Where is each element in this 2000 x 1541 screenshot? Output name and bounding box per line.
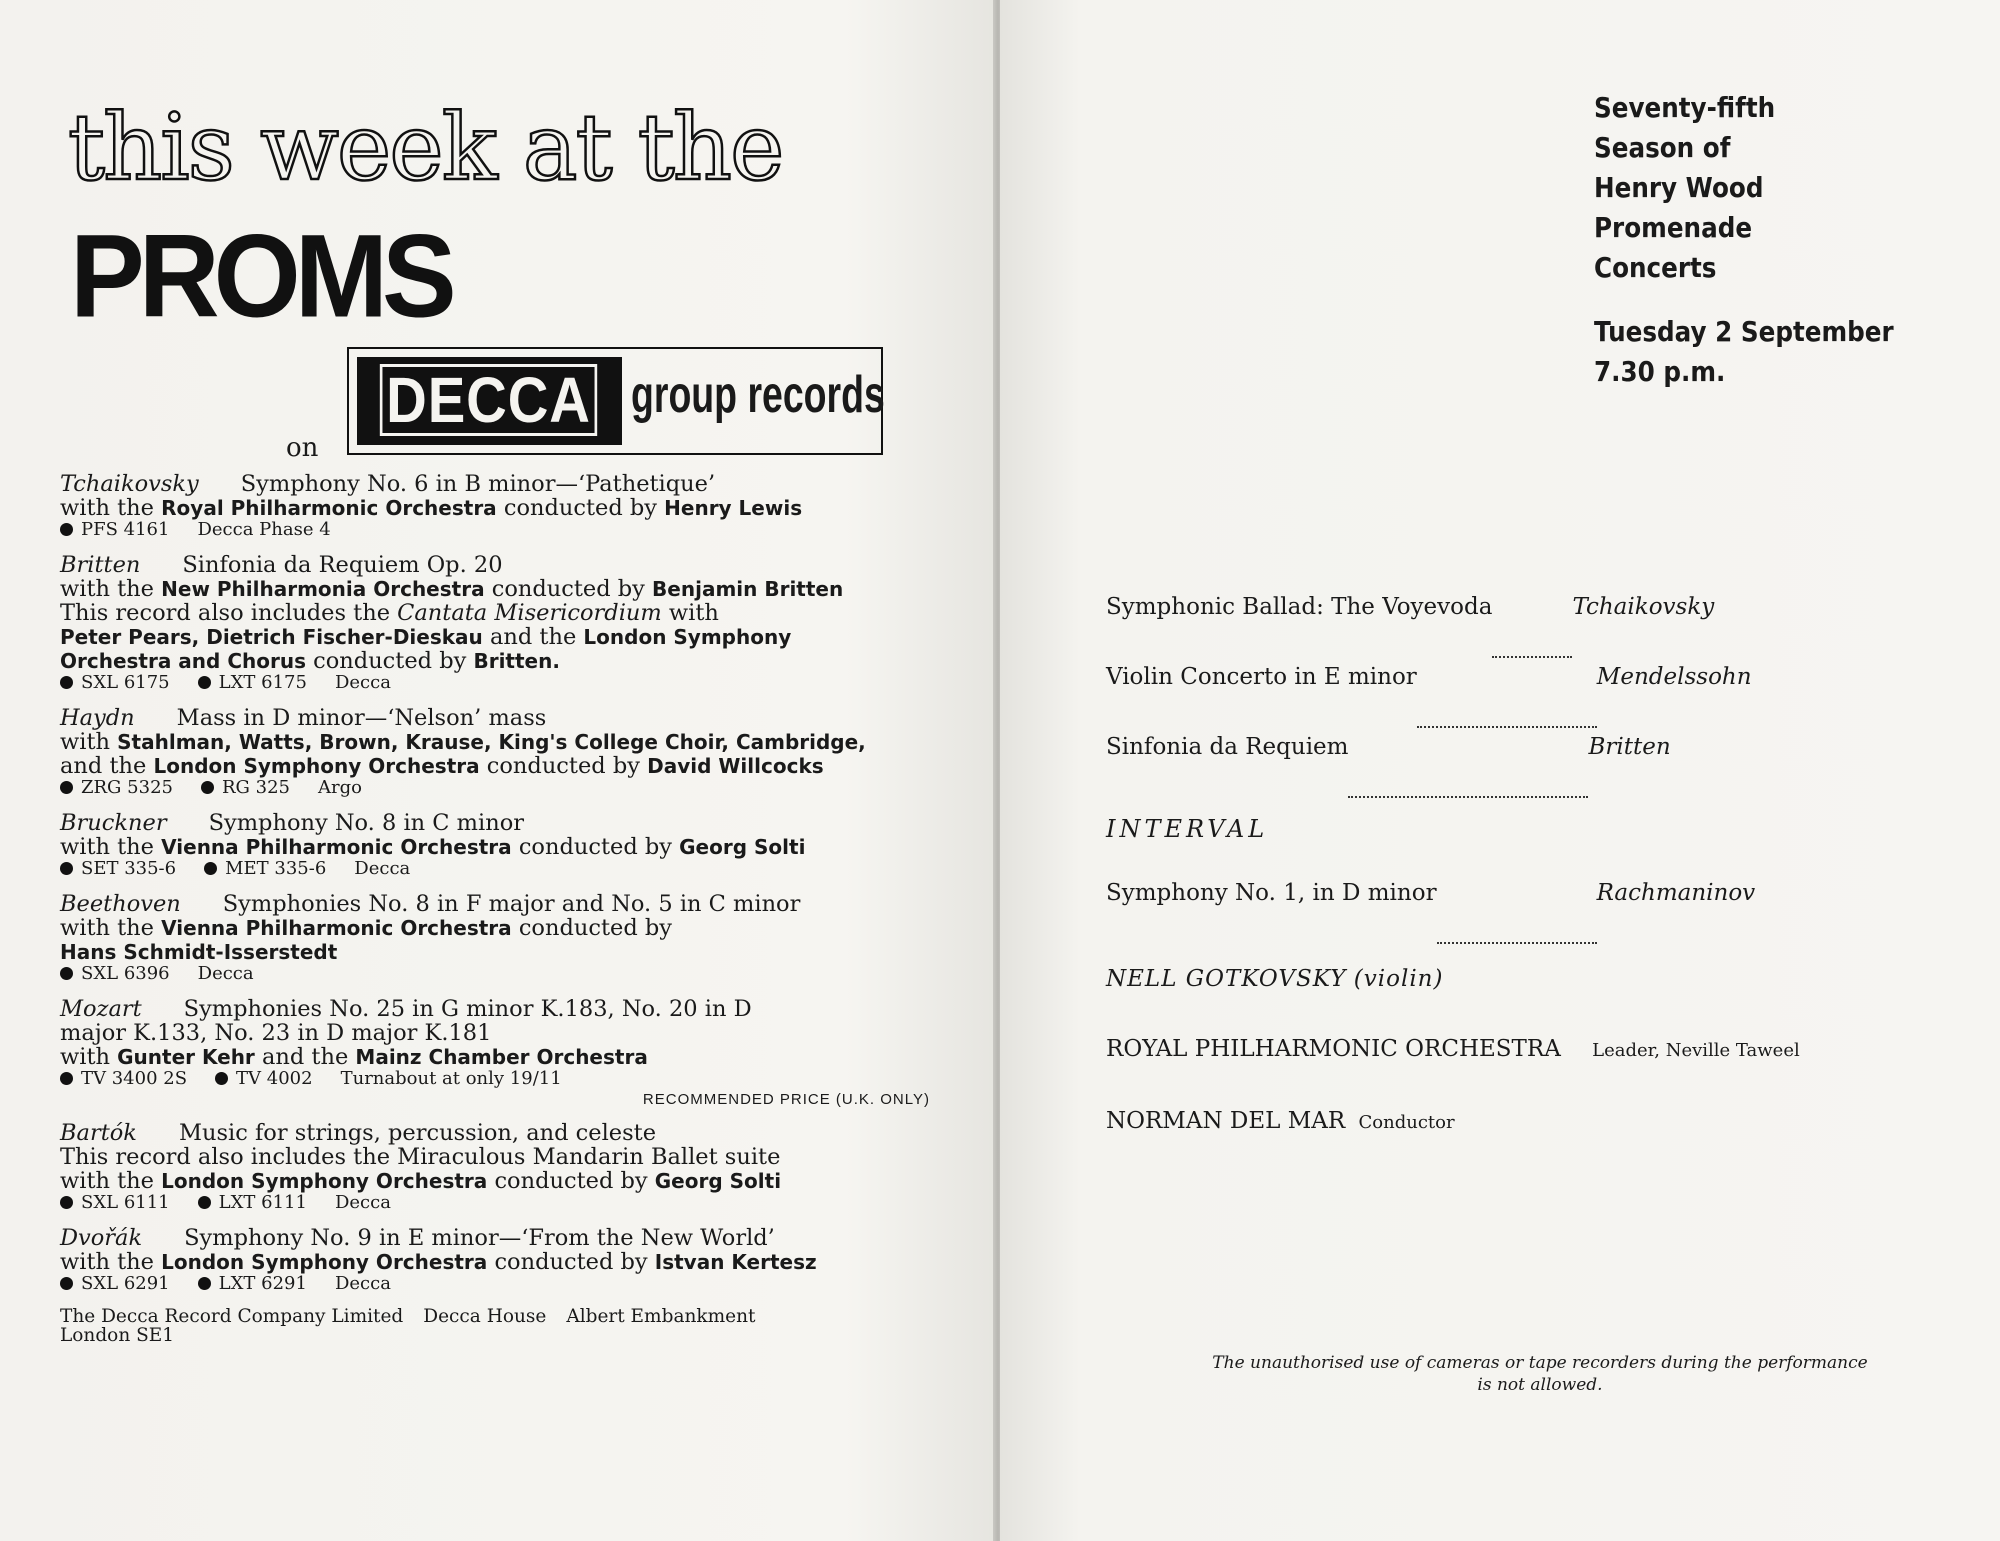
headline-proms: PROMS: [70, 210, 451, 342]
season-line: Season of: [1594, 131, 1731, 164]
record-performers: [60, 1045, 960, 1069]
conductor-name: NORMAN DEL MAR: [1106, 1108, 1346, 1134]
programme-item: [1106, 594, 1886, 664]
record-composer: Bartók: [60, 1120, 137, 1146]
notice-line: is not allowed.: [1477, 1375, 1603, 1395]
performer-name: Stahlman, Watts, Brown, Krause, King's College Choir, Cambridge,: [117, 730, 866, 754]
record-composer: Mozart: [60, 996, 142, 1022]
performer-name: Hans Schmidt-Isserstedt: [60, 940, 338, 964]
catalogue-number: PFS 4161: [60, 519, 169, 540]
record-text: conducted by: [487, 1249, 655, 1275]
record-entry: [60, 553, 960, 693]
record-catalogue: [60, 673, 960, 693]
decca-group-records: group records: [631, 366, 885, 424]
performer-name: London Symphony Orchestra: [153, 754, 480, 778]
address-part: The Decca Record Company Limited: [60, 1306, 404, 1327]
record-composer: Dvořák: [60, 1225, 143, 1251]
record-detail-line: [60, 625, 960, 649]
work-composer: Britten: [1588, 734, 1671, 760]
record-entry: [60, 811, 960, 879]
record-composer: Bruckner: [60, 810, 167, 836]
record-work: Mass in D minor—‘Nelson’ mass: [176, 705, 547, 731]
record-composer: Haydn: [60, 705, 135, 731]
record-catalogue: [60, 778, 960, 798]
dot-leader: [1348, 796, 1588, 798]
on-word: on: [286, 433, 319, 463]
record-text: This record also includes the: [60, 600, 398, 626]
record-performers: [60, 835, 960, 859]
record-heading: [60, 892, 960, 916]
catalogue-number: Decca: [334, 672, 391, 693]
stereo-mono-icon: [198, 676, 211, 689]
record-text: with the: [60, 915, 162, 941]
decca-logo-text: DECCA: [380, 364, 597, 436]
record-detail-line: [60, 649, 960, 673]
stereo-mono-icon: [60, 967, 73, 980]
programme-item: [1106, 734, 1886, 804]
catalogue-number: Decca: [334, 1192, 391, 1213]
record-entry: [60, 997, 960, 1108]
interval-label: INTERVAL: [1106, 815, 1269, 843]
orchestra: [1106, 1036, 1800, 1062]
record-text: conducted by: [511, 915, 672, 941]
record-text: and the: [482, 624, 584, 650]
work-title: Symphonic Ballad: The Voyevoda: [1106, 594, 1493, 620]
catalogue-number: SXL 6291: [60, 1273, 170, 1294]
record-performers: [60, 577, 960, 601]
orchestra-leader: Leader, Neville Taweel: [1592, 1040, 1800, 1061]
catalogue-number: LXT 6291: [198, 1273, 307, 1294]
record-text: with: [60, 1044, 118, 1070]
record-catalogue: [60, 859, 960, 879]
catalogue-number: Argo: [317, 777, 362, 798]
season-line: Seventy-fifth: [1594, 91, 1776, 124]
season-line: Promenade: [1594, 211, 1753, 244]
record-performers: [60, 730, 960, 754]
catalogue-number: MET 335-6: [204, 858, 326, 879]
performer-name: London Symphony Orchestra: [161, 1169, 488, 1193]
record-performers: [60, 916, 960, 940]
record-text: Cantata Misericordium: [397, 600, 662, 626]
programme-list-part2: [1106, 880, 1886, 950]
work-title: Violin Concerto in E minor: [1106, 664, 1417, 690]
catalogue-number: SXL 6396: [60, 963, 170, 984]
performer-name: Peter Pears, Dietrich Fischer-Dieskau: [60, 625, 483, 649]
record-detail-line: [60, 601, 960, 625]
record-catalogue: [60, 1274, 960, 1294]
soloist-role: (violin): [1353, 966, 1444, 992]
performer-name: Georg Solti: [654, 1169, 782, 1193]
address-part: Albert Embankment: [566, 1306, 756, 1327]
record-heading: [60, 472, 960, 496]
record-text: conducted by: [479, 753, 648, 779]
record-performers: [60, 496, 960, 520]
record-work: Symphony No. 9 in E minor—‘From the New World’: [184, 1225, 775, 1251]
performer-name: London Symphony: [583, 625, 792, 649]
catalogue-number: Decca: [197, 963, 254, 984]
decca-advert-box: [347, 347, 883, 455]
stereo-mono-icon: [60, 523, 73, 536]
record-detail-line: [60, 1145, 960, 1169]
catalogue-number: Decca: [354, 858, 411, 879]
company-address: [60, 1307, 960, 1345]
stereo-mono-icon: [60, 862, 73, 875]
work-composer: Rachmaninov: [1596, 880, 1756, 906]
catalogue-number: ZRG 5325: [60, 777, 173, 798]
record-catalogue: [60, 964, 960, 984]
headline-line1: this week at the: [68, 94, 783, 201]
performer-name: London Symphony Orchestra: [161, 1250, 488, 1274]
catalogue-number: LXT 6175: [198, 672, 307, 693]
record-list: [60, 472, 960, 1345]
record-text: conducted by: [484, 576, 653, 602]
catalogue-number: SXL 6111: [60, 1192, 170, 1213]
record-text: and the: [60, 753, 154, 779]
record-heading: [60, 706, 960, 730]
record-heading: [60, 997, 960, 1021]
recording-notice: [1160, 1352, 1920, 1396]
performer-name: Gunter Kehr: [117, 1045, 255, 1069]
catalogue-number: SET 335-6: [60, 858, 176, 879]
address-city: London SE1: [60, 1325, 175, 1346]
address-part: Decca House: [423, 1306, 547, 1327]
record-composer: Britten: [60, 552, 141, 578]
record-text: This record also includes the Miraculous Mandarin Ballet suite: [60, 1144, 781, 1170]
record-detail-line: [60, 1021, 960, 1045]
stereo-mono-icon: [60, 1072, 73, 1085]
performer-name: Royal Philharmonic Orchestra: [161, 496, 497, 520]
record-text: conducted by: [306, 648, 474, 674]
record-work: Symphonies No. 25 in G minor K.183, No. 20 in D: [183, 996, 752, 1022]
season-heading: [1594, 88, 1894, 392]
stereo-mono-icon: [60, 781, 73, 794]
record-composer: Beethoven: [60, 891, 181, 917]
decca-logo: [357, 357, 622, 445]
performer-name: Henry Lewis: [664, 496, 803, 520]
performer-name: Istvan Kertesz: [654, 1250, 817, 1274]
performer-name: Vienna Philharmonic Orchestra: [161, 916, 512, 940]
work-composer: Mendelssohn: [1596, 664, 1752, 690]
record-text: with: [60, 729, 118, 755]
record-entry: [60, 1121, 960, 1213]
record-detail-line: [60, 754, 960, 778]
catalogue-number: RG 325: [201, 777, 290, 798]
record-text: and the: [254, 1044, 356, 1070]
performer-name: David Willcocks: [647, 754, 824, 778]
record-text: with the: [60, 495, 162, 521]
record-heading: [60, 811, 960, 835]
record-work: Symphony No. 6 in B minor—‘Pathetique’: [240, 471, 716, 497]
stereo-mono-icon: [60, 676, 73, 689]
concert-date: Tuesday 2 September: [1594, 315, 1894, 348]
stereo-mono-icon: [198, 1196, 211, 1209]
catalogue-number: Turnabout at only 19/11: [340, 1068, 562, 1089]
catalogue-number: TV 4002: [215, 1068, 313, 1089]
record-text: conducted by: [487, 1168, 655, 1194]
performer-name: Orchestra and Chorus: [60, 649, 306, 673]
soloist-name: NELL GOTKOVSKY: [1106, 966, 1347, 992]
record-text: with the: [60, 1168, 162, 1194]
season-line: Henry Wood: [1594, 171, 1764, 204]
programme-item: [1106, 880, 1886, 950]
concert-time: 7.30 p.m.: [1594, 355, 1726, 388]
left-page: [0, 0, 995, 1541]
stereo-mono-icon: [204, 862, 217, 875]
soloist: [1106, 966, 1443, 992]
dot-leader: [1437, 942, 1597, 944]
stereo-mono-icon: [60, 1196, 73, 1209]
record-detail-line: [60, 940, 960, 964]
programme-item: [1106, 664, 1886, 734]
record-performers: [60, 1250, 960, 1274]
record-heading: [60, 1226, 960, 1250]
record-composer: Tchaikovsky: [60, 471, 199, 497]
performer-name: Mainz Chamber Orchestra: [355, 1045, 648, 1069]
work-title: Symphony No. 1, in D minor: [1106, 880, 1437, 906]
conductor: [1106, 1108, 1455, 1134]
programme-list: [1106, 594, 1886, 804]
stereo-mono-icon: [60, 1277, 73, 1290]
record-text: major K.133, No. 23 in D major K.181: [60, 1020, 492, 1046]
dot-leader: [1417, 726, 1597, 728]
record-text: with the: [60, 834, 162, 860]
orchestra-name: ROYAL PHILHARMONIC ORCHESTRA: [1106, 1036, 1561, 1062]
dot-leader: [1492, 656, 1572, 658]
record-performers: [60, 1169, 960, 1193]
record-entry: [60, 892, 960, 984]
catalogue-number: TV 3400 2S: [60, 1068, 187, 1089]
performer-name: Vienna Philharmonic Orchestra: [161, 835, 512, 859]
catalogue-number: Decca Phase 4: [197, 519, 331, 540]
work-title: Sinfonia da Requiem: [1106, 734, 1349, 760]
record-text: with the: [60, 576, 162, 602]
record-work: Sinfonia da Requiem Op. 20: [182, 552, 503, 578]
record-text: conducted by: [511, 834, 680, 860]
conductor-role: Conductor: [1358, 1112, 1455, 1133]
stereo-mono-icon: [201, 781, 214, 794]
record-text: with the: [60, 1249, 162, 1275]
catalogue-number: SXL 6175: [60, 672, 170, 693]
work-composer: Tchaikovsky: [1572, 594, 1715, 620]
notice-line: The unauthorised use of cameras or tape recorders during the performance: [1212, 1353, 1868, 1373]
record-entry: [60, 706, 960, 798]
record-heading: [60, 553, 960, 577]
catalogue-number: Decca: [334, 1273, 391, 1294]
performer-name: Benjamin Britten: [652, 577, 844, 601]
stereo-mono-icon: [198, 1277, 211, 1290]
record-text: conducted by: [496, 495, 665, 521]
performer-name: Georg Solti: [679, 835, 806, 859]
record-entry: [60, 1226, 960, 1294]
catalogue-number: LXT 6111: [198, 1192, 307, 1213]
performer-name: New Philharmonia Orchestra: [161, 577, 485, 601]
season-line: Concerts: [1594, 251, 1717, 284]
record-catalogue: [60, 520, 960, 540]
record-entry: [60, 472, 960, 540]
record-work: Symphony No. 8 in C minor: [208, 810, 524, 836]
record-text: with: [661, 600, 719, 626]
price-note: RECOMMENDED PRICE (U.K. ONLY): [642, 1091, 930, 1108]
stereo-mono-icon: [215, 1072, 228, 1085]
record-catalogue: [60, 1069, 960, 1089]
performer-name: Britten.: [473, 649, 560, 673]
record-work: Music for strings, percussion, and celeste: [178, 1120, 657, 1146]
record-catalogue: [60, 1193, 960, 1213]
record-heading: [60, 1121, 960, 1145]
record-work: Symphonies No. 8 in F major and No. 5 in C minor: [222, 891, 801, 917]
